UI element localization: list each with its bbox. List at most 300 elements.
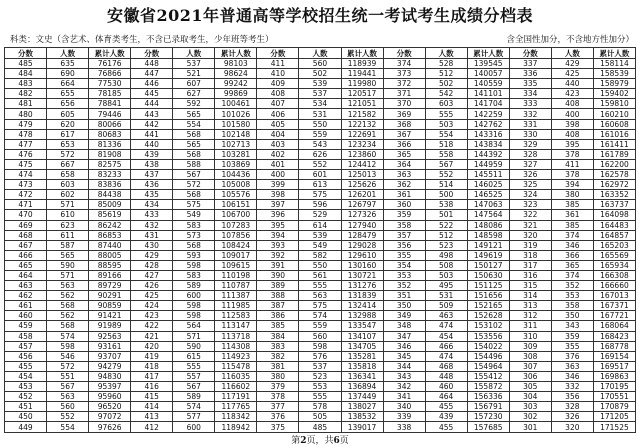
table-cell: 302	[509, 412, 551, 422]
table-cell: 537	[299, 89, 341, 99]
table-cell: 358	[383, 220, 425, 230]
table-cell: 145511	[467, 170, 509, 180]
table-cell: 322	[509, 210, 551, 220]
table-cell: 124412	[341, 159, 383, 169]
table-cell: 667	[47, 159, 89, 169]
column-header: 累计人数	[215, 48, 257, 59]
table-cell: 134107	[341, 331, 383, 341]
table-cell: 398	[551, 119, 593, 129]
table-cell: 522	[425, 220, 467, 230]
table-row	[5, 301, 636, 311]
table-cell: 167721	[593, 311, 635, 321]
table-cell: 542	[425, 89, 467, 99]
table-cell: 151656	[467, 291, 509, 301]
table-cell: 658	[47, 170, 89, 180]
table-cell: 371	[383, 89, 425, 99]
table-cell: 153102	[467, 321, 509, 331]
table-cell: 78185	[89, 89, 131, 99]
table-cell: 448	[131, 59, 173, 69]
table-cell: 374	[551, 270, 593, 280]
table-cell: 534	[299, 99, 341, 109]
table-cell: 119441	[341, 69, 383, 79]
table-cell: 543	[299, 139, 341, 149]
table-cell: 392	[257, 250, 299, 260]
table-cell: 552	[299, 159, 341, 169]
table-cell: 598	[299, 341, 341, 351]
table-cell: 149619	[467, 250, 509, 260]
table-cell: 125013	[341, 170, 383, 180]
table-cell: 152628	[467, 311, 509, 321]
table-cell: 140559	[467, 79, 509, 89]
table-cell: 546	[47, 351, 89, 361]
table-cell: 562	[47, 291, 89, 301]
table-cell: 370	[383, 99, 425, 109]
table-cell: 106700	[215, 210, 257, 220]
table-cell: 376	[551, 351, 593, 361]
table-cell: 552	[425, 170, 467, 180]
table-cell: 565	[173, 139, 215, 149]
table-cell: 347	[383, 331, 425, 341]
table-cell: 103869	[215, 159, 257, 169]
table-cell: 560	[299, 59, 341, 69]
table-cell: 98624	[215, 69, 257, 79]
table-cell: 323	[509, 200, 551, 210]
table-cell: 78841	[89, 99, 131, 109]
table-cell: 127940	[341, 220, 383, 230]
table-cell: 554	[425, 129, 467, 139]
table-cell: 422	[131, 321, 173, 331]
table-cell: 154496	[467, 351, 509, 361]
table-cell: 91989	[89, 321, 131, 331]
table-cell: 362	[383, 180, 425, 190]
table-cell: 155412	[467, 371, 509, 381]
table-cell: 385	[551, 220, 593, 230]
table-cell: 110787	[215, 281, 257, 291]
table-cell: 130160	[341, 260, 383, 270]
table-cell: 365	[383, 149, 425, 159]
table-cell: 473	[5, 180, 47, 190]
table-cell: 429	[131, 250, 173, 260]
table-cell: 572	[47, 149, 89, 159]
table-cell: 469	[5, 220, 47, 230]
table-cell: 113147	[215, 321, 257, 331]
table-cell: 99869	[215, 89, 257, 99]
table-cell: 94279	[89, 361, 131, 371]
table-cell: 109615	[215, 260, 257, 270]
table-cell: 389	[257, 281, 299, 291]
table-cell: 147564	[467, 210, 509, 220]
column-header: 分数	[131, 48, 173, 59]
table-cell: 428	[131, 260, 173, 270]
table-cell: 331	[509, 119, 551, 129]
table-row	[5, 119, 636, 129]
table-cell: 531	[299, 109, 341, 119]
table-cell: 620	[47, 119, 89, 129]
table-cell: 405	[257, 119, 299, 129]
table-cell: 112583	[215, 311, 257, 321]
table-cell: 95397	[89, 382, 131, 392]
table-cell: 123860	[341, 149, 383, 159]
table-cell: 129610	[341, 250, 383, 260]
table-cell: 603	[47, 180, 89, 190]
table-cell: 611	[47, 230, 89, 240]
table-cell: 574	[299, 311, 341, 321]
table-cell: 164098	[593, 210, 635, 220]
table-row	[5, 69, 636, 79]
table-cell: 352	[551, 281, 593, 291]
table-cell: 378	[551, 170, 593, 180]
table-cell: 614	[299, 220, 341, 230]
table-cell: 583	[173, 270, 215, 280]
table-cell: 567	[47, 382, 89, 392]
table-cell: 139017	[341, 422, 383, 433]
table-cell: 169154	[593, 351, 635, 361]
table-cell: 555	[173, 361, 215, 371]
table-cell: 77530	[89, 79, 131, 89]
table-cell: 463	[5, 281, 47, 291]
table-cell: 305	[509, 382, 551, 392]
table-cell: 575	[173, 200, 215, 210]
table-cell: 557	[173, 371, 215, 381]
table-cell: 361	[383, 190, 425, 200]
table-cell: 553	[299, 382, 341, 392]
table-cell: 577	[173, 412, 215, 422]
table-cell: 313	[509, 301, 551, 311]
column-header: 分数	[383, 48, 425, 59]
table-row	[5, 392, 636, 402]
table-cell: 318	[509, 250, 551, 260]
table-row	[5, 240, 636, 250]
table-cell: 101026	[215, 109, 257, 119]
table-cell: 562	[47, 311, 89, 321]
table-row	[5, 159, 636, 169]
table-cell: 554	[47, 422, 89, 433]
table-cell: 307	[509, 361, 551, 371]
table-row	[5, 331, 636, 341]
table-cell: 385	[551, 200, 593, 210]
table-cell: 81336	[89, 139, 131, 149]
table-cell: 350	[383, 301, 425, 311]
table-cell: 106151	[215, 200, 257, 210]
table-cell: 135818	[341, 361, 383, 371]
table-cell: 438	[131, 159, 173, 169]
table-cell: 571	[173, 331, 215, 341]
table-cell: 163737	[593, 200, 635, 210]
table-cell: 573	[173, 230, 215, 240]
table-cell: 518	[425, 139, 467, 149]
table-cell: 316	[509, 270, 551, 280]
table-cell: 394	[551, 180, 593, 190]
table-cell: 539	[299, 79, 341, 89]
table-cell: 320	[551, 422, 593, 433]
table-cell: 379	[257, 382, 299, 392]
table-cell: 98103	[215, 59, 257, 69]
table-cell: 571	[47, 200, 89, 210]
column-header: 累计人数	[467, 48, 509, 59]
table-cell: 308	[509, 351, 551, 361]
table-cell: 509	[425, 301, 467, 311]
table-cell: 160210	[593, 109, 635, 119]
table-cell: 458	[5, 331, 47, 341]
table-header-row	[5, 48, 636, 59]
table-cell: 378	[257, 392, 299, 402]
table-cell: 555	[299, 392, 341, 402]
table-cell: 610	[47, 210, 89, 220]
table-cell: 103281	[215, 149, 257, 159]
table-cell: 161411	[593, 139, 635, 149]
table-cell: 84438	[89, 190, 131, 200]
table-cell: 427	[131, 270, 173, 280]
table-cell: 325	[509, 180, 551, 190]
table-cell: 555	[425, 109, 467, 119]
table-cell: 359	[383, 210, 425, 220]
table-cell: 118342	[215, 412, 257, 422]
table-cell: 339	[383, 412, 425, 422]
table-cell: 555	[299, 281, 341, 291]
table-cell: 463	[425, 311, 467, 321]
column-header: 分数	[509, 48, 551, 59]
table-cell: 367	[383, 129, 425, 139]
table-cell: 166308	[593, 270, 635, 280]
table-cell: 482	[5, 89, 47, 99]
table-cell: 460	[425, 382, 467, 392]
table-cell: 89166	[89, 270, 131, 280]
table-cell: 550	[299, 260, 341, 270]
table-cell: 415	[131, 392, 173, 402]
table-cell: 384	[257, 331, 299, 341]
table-cell: 560	[47, 402, 89, 412]
table-cell: 425	[551, 69, 593, 79]
table-cell: 455	[425, 402, 467, 412]
column-header: 累计人数	[341, 48, 383, 59]
table-row	[5, 79, 636, 89]
table-cell: 377	[257, 402, 299, 412]
table-cell: 653	[47, 139, 89, 149]
table-cell: 423	[551, 89, 593, 99]
table-cell: 157685	[467, 422, 509, 433]
table-cell: 81908	[89, 149, 131, 159]
table-cell: 454	[425, 331, 467, 341]
table-cell: 335	[509, 79, 551, 89]
table-cell: 514	[425, 180, 467, 190]
column-header: 人数	[551, 48, 593, 59]
table-cell: 168778	[593, 341, 635, 351]
table-cell: 317	[509, 260, 551, 270]
table-cell: 350	[551, 311, 593, 321]
table-cell: 105576	[215, 190, 257, 200]
table-cell: 329	[509, 139, 551, 149]
table-cell: 568	[173, 240, 215, 250]
table-cell: 404	[257, 129, 299, 139]
table-cell: 366	[383, 139, 425, 149]
table-cell: 462	[5, 291, 47, 301]
table-cell: 154022	[467, 341, 509, 351]
table-cell: 345	[383, 351, 425, 361]
table-cell: 319	[509, 240, 551, 250]
table-row	[5, 402, 636, 412]
table-cell: 162578	[593, 170, 635, 180]
table-cell: 336	[509, 69, 551, 79]
table-cell: 409	[257, 79, 299, 89]
table-cell: 567	[173, 382, 215, 392]
table-cell: 343	[383, 371, 425, 381]
table-cell: 512	[425, 230, 467, 240]
table-cell: 167013	[593, 291, 635, 301]
table-cell: 171205	[593, 412, 635, 422]
table-cell: 108424	[215, 240, 257, 250]
table-cell: 348	[383, 321, 425, 331]
table-cell: 442	[131, 119, 173, 129]
table-cell: 143834	[467, 139, 509, 149]
table-cell: 332	[551, 382, 593, 392]
table-cell: 346	[551, 240, 593, 250]
table-cell: 352	[383, 281, 425, 291]
table-cell: 320	[509, 230, 551, 240]
table-row	[5, 321, 636, 331]
table-cell: 605	[47, 109, 89, 119]
table-cell: 426	[131, 281, 173, 291]
table-cell: 342	[383, 382, 425, 392]
table-cell: 159402	[593, 89, 635, 99]
table-cell: 417	[131, 371, 173, 381]
table-row	[5, 210, 636, 220]
table-cell: 583	[173, 220, 215, 230]
table-cell: 346	[551, 371, 593, 381]
table-cell: 400	[551, 109, 593, 119]
table-cell: 164857	[593, 230, 635, 240]
table-cell: 373	[383, 69, 425, 79]
footer-middle: 页，共	[306, 436, 334, 446]
table-row	[5, 260, 636, 270]
table-cell: 474	[5, 170, 47, 180]
table-cell: 568	[173, 129, 215, 139]
table-cell: 334	[509, 89, 551, 99]
table-cell: 382	[257, 351, 299, 361]
table-cell: 167371	[593, 301, 635, 311]
table-cell: 168064	[593, 321, 635, 331]
table-cell: 126201	[341, 190, 383, 200]
table-cell: 374	[551, 230, 593, 240]
table-cell: 363	[383, 170, 425, 180]
table-cell: 121051	[341, 99, 383, 109]
table-row	[5, 180, 636, 190]
table-cell: 169517	[593, 361, 635, 371]
table-cell: 368	[383, 119, 425, 129]
table-cell: 481	[5, 99, 47, 109]
table-cell: 401	[257, 159, 299, 169]
table-cell: 465	[5, 260, 47, 270]
table-cell: 310	[509, 331, 551, 341]
table-cell: 118942	[215, 422, 257, 433]
table-cell: 574	[47, 331, 89, 341]
table-row	[5, 170, 636, 180]
table-cell: 454	[5, 371, 47, 381]
table-cell: 437	[131, 170, 173, 180]
table-cell: 87440	[89, 240, 131, 250]
column-header: 人数	[299, 48, 341, 59]
table-cell: 598	[173, 301, 215, 311]
table-cell: 118939	[341, 59, 383, 69]
table-cell: 617	[47, 129, 89, 139]
table-cell: 155872	[467, 382, 509, 392]
table-cell: 403	[257, 139, 299, 149]
table-cell: 690	[47, 69, 89, 79]
table-cell: 381	[257, 361, 299, 371]
footer-page-number: 2	[300, 436, 307, 446]
table-cell: 364	[383, 159, 425, 169]
table-cell: 171525	[593, 422, 635, 433]
table-cell: 326	[551, 412, 593, 422]
table-cell: 452	[5, 392, 47, 402]
category-note-left: 科类：文史（含艺术、体育类考生，不含已录取考生，少年班等考生）	[10, 35, 274, 45]
table-cell: 104436	[215, 170, 257, 180]
table-cell: 135281	[341, 351, 383, 361]
table-cell: 128479	[341, 230, 383, 240]
table-cell: 432	[131, 220, 173, 230]
column-header: 分数	[5, 48, 47, 59]
table-cell: 122132	[341, 119, 383, 129]
table-cell: 360	[383, 200, 425, 210]
table-cell: 607	[173, 79, 215, 89]
table-cell: 576	[299, 351, 341, 361]
footer-suffix: 页	[339, 436, 349, 446]
table-cell: 503	[425, 270, 467, 280]
table-cell: 100461	[215, 99, 257, 109]
table-cell: 161016	[593, 129, 635, 139]
table-cell: 147063	[467, 200, 509, 210]
table-cell: 326	[509, 170, 551, 180]
table-cell: 309	[509, 341, 551, 351]
table-cell: 446	[131, 79, 173, 89]
table-cell: 565	[173, 109, 215, 119]
table-cell: 132414	[341, 301, 383, 311]
column-header: 分数	[257, 48, 299, 59]
table-cell: 80683	[89, 129, 131, 139]
table-cell: 538	[425, 200, 467, 210]
table-cell: 464	[425, 392, 467, 402]
table-cell: 324	[509, 190, 551, 200]
table-cell: 439	[131, 149, 173, 159]
table-row	[5, 281, 636, 291]
table-cell: 95960	[89, 392, 131, 402]
table-cell: 397	[257, 200, 299, 210]
table-cell: 94830	[89, 371, 131, 381]
table-cell: 567	[173, 170, 215, 180]
table-cell: 537	[173, 59, 215, 69]
table-cell: 550	[299, 119, 341, 129]
table-cell: 590	[47, 260, 89, 270]
table-cell: 396	[257, 210, 299, 220]
table-cell: 563	[47, 281, 89, 291]
table-cell: 353	[383, 270, 425, 280]
table-cell: 623	[47, 220, 89, 230]
table-cell: 151125	[467, 281, 509, 291]
table-cell: 411	[551, 159, 593, 169]
table-cell: 328	[509, 149, 551, 159]
table-cell: 327	[509, 159, 551, 169]
table-cell: 552	[47, 412, 89, 422]
table-cell: 341	[383, 392, 425, 402]
table-cell: 457	[5, 341, 47, 351]
table-cell: 97072	[89, 412, 131, 422]
table-cell: 372	[383, 79, 425, 89]
table-cell: 353	[551, 291, 593, 301]
table-cell: 398	[257, 190, 299, 200]
table-cell: 613	[299, 180, 341, 190]
table-cell: 156791	[467, 402, 509, 412]
table-cell: 558	[425, 149, 467, 159]
table-cell: 598	[47, 341, 89, 351]
